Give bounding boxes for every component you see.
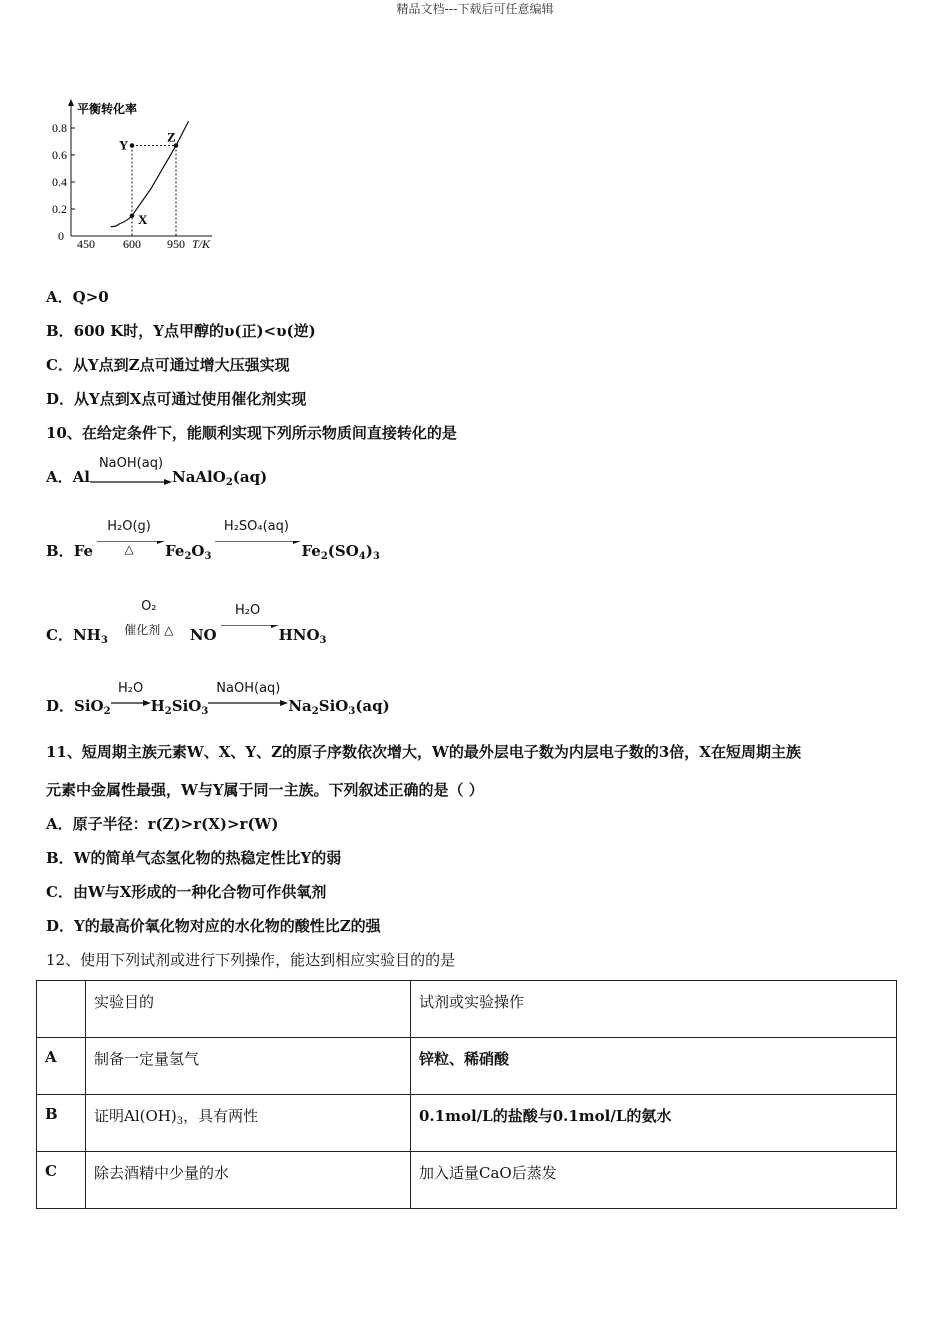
reactant: NH [72,626,101,644]
option-label: C． [46,626,73,644]
table-row [37,1038,897,1095]
q11-option-b: B．W的简单气态氢化物的热稳定性比Y的弱 [46,849,342,867]
q9-option-d: D．从Y点到X点可通过使用催化剂实现 [46,390,307,408]
arrow-condition-catalyst: 催化剂 △ [124,623,174,637]
q11-stem-line1: 11、短周期主族元素W、X、Y、Z的原子序数依次增大，W的最外层电子数为内层电子数的3倍，X在短周期主族 [46,743,801,761]
reactant: Al [72,468,90,486]
table-header-cell [37,981,86,1038]
subscript: 3 [100,635,108,646]
y-tick-label: 0.6 [52,148,67,162]
q11-option-d: D．Y的最高价氧化物对应的水化物的酸性比Z的强 [46,917,381,935]
table-row [37,1095,897,1152]
row-operation: 锌粒、稀硝酸 [411,1038,897,1095]
page-header: 精品文档---下载后可任意编辑 [396,2,554,16]
subscript: 3 [204,551,212,562]
arrow-condition: H₂O [234,603,261,618]
arrow-condition-heat: △ [124,542,134,556]
product-tail: (aq) [232,468,268,486]
intermediate: NO [189,626,217,644]
reactant: Fe [73,542,94,560]
subscript: 2 [103,706,111,717]
subscript: 2 [225,477,233,488]
table-row [37,1152,897,1209]
product: NaAlO [171,468,226,486]
reactant: SiO [74,697,104,715]
goal-text: ，具有两性 [183,1107,259,1125]
table-header-cell: 试剂或实验操作 [411,981,897,1038]
subscript: 3 [201,706,209,717]
product-part: (SO [327,542,359,560]
intermediate-part: SiO [171,697,202,715]
experiment-table [36,980,897,1209]
product-tail: (aq) [355,697,390,715]
point-y [130,143,135,148]
arrow-condition: H₂O(g) [107,519,151,534]
subscript: 4 [358,551,366,562]
row-goal [86,1095,411,1152]
q9-option-c: C．从Y点到Z点可通过增大压强实现 [46,356,290,374]
q9-option-b: B．600 K时，Y点甲醇的υ(正)<υ(逆) [46,322,316,340]
subscript: 2 [184,551,192,562]
x-tick-label: 450 [77,237,95,251]
row-goal: 除去酒精中少量的水 [86,1152,411,1209]
option-label: B． [46,542,74,560]
intermediate: H [150,697,165,715]
row-key: C [37,1152,86,1209]
reaction-arrow-icon [111,696,151,718]
q10-option-a [46,456,268,489]
q10-option-d [46,681,390,718]
row-key: A [37,1038,86,1095]
y-tick-label: 0.2 [52,202,67,216]
arrow-condition: NaOH(aq) [216,681,281,696]
option-label: D． [46,697,75,715]
arrow-condition: O₂ [141,599,157,614]
reaction-arrow-icon [211,541,301,563]
row-operation: 0.1mol/L的盐酸与0.1mol/L的氨水 [411,1095,897,1152]
row-operation: 加入适量CaO后蒸发 [411,1152,897,1209]
conversion-chart [40,95,230,255]
subscript: 2 [311,706,319,717]
q10-option-c [46,599,327,647]
q11-option-a: A．原子半径：r(Z)>r(X)>r(W) [46,815,279,833]
row-goal: 制备一定量氢气 [86,1038,411,1095]
table-header-cell: 实验目的 [86,981,411,1038]
goal-text: 证明Al(OH) [94,1107,177,1125]
table-header-row [37,981,897,1038]
q11-option-c: C．由W与X形成的一种化合物可作供氧剂 [46,883,327,901]
product-part: ) [365,542,373,560]
point-label: X [138,211,148,227]
x-axis-label: T/K [192,237,211,251]
point-label: Y [119,137,129,153]
q11-stem-line2: 元素中金属性最强，W与Y属于同一主族。下列叙述正确的是（ ） [46,781,484,799]
y-tick-label: 0.8 [52,121,67,135]
product: HNO [278,626,320,644]
option-label: A． [46,468,73,486]
y-tick-label: 0 [58,229,64,243]
q10-option-b [46,519,380,563]
subscript: 3 [348,706,356,717]
reaction-arrow-icon [217,625,279,647]
point-label: Z [167,129,176,145]
subscript: 2 [320,551,328,562]
arrow-condition: NaOH(aq) [98,456,164,471]
point-x [130,213,135,218]
subscript: 3 [319,635,327,646]
subscript: 2 [164,706,172,717]
y-axis-arrow-icon [68,99,74,106]
x-tick-label: 600 [123,237,141,251]
subscript: 3 [372,551,380,562]
product: Fe [301,542,321,560]
row-key: B [37,1095,86,1152]
q12-stem: 12、使用下列试剂或进行下列操作，能达到相应实验目的的是 [46,951,456,969]
q9-option-a: A．Q>0 [46,288,109,306]
reaction-arrow-icon [208,696,288,718]
y-tick-label: 0.4 [52,175,67,189]
y-axis-label: 平衡转化率 [77,102,138,116]
product: Na [288,697,312,715]
intermediate-part: O [191,542,205,560]
arrow-condition: H₂SO₄(aq) [223,519,289,534]
subscript: 3 [176,1116,184,1127]
product-part: SiO [318,697,349,715]
intermediate: Fe [165,542,185,560]
q10-stem: 10、在给定条件下，能顺利实现下列所示物质间直接转化的是 [46,424,457,442]
arrow-condition: H₂O [117,681,144,696]
x-tick-label: 950 [167,237,185,251]
